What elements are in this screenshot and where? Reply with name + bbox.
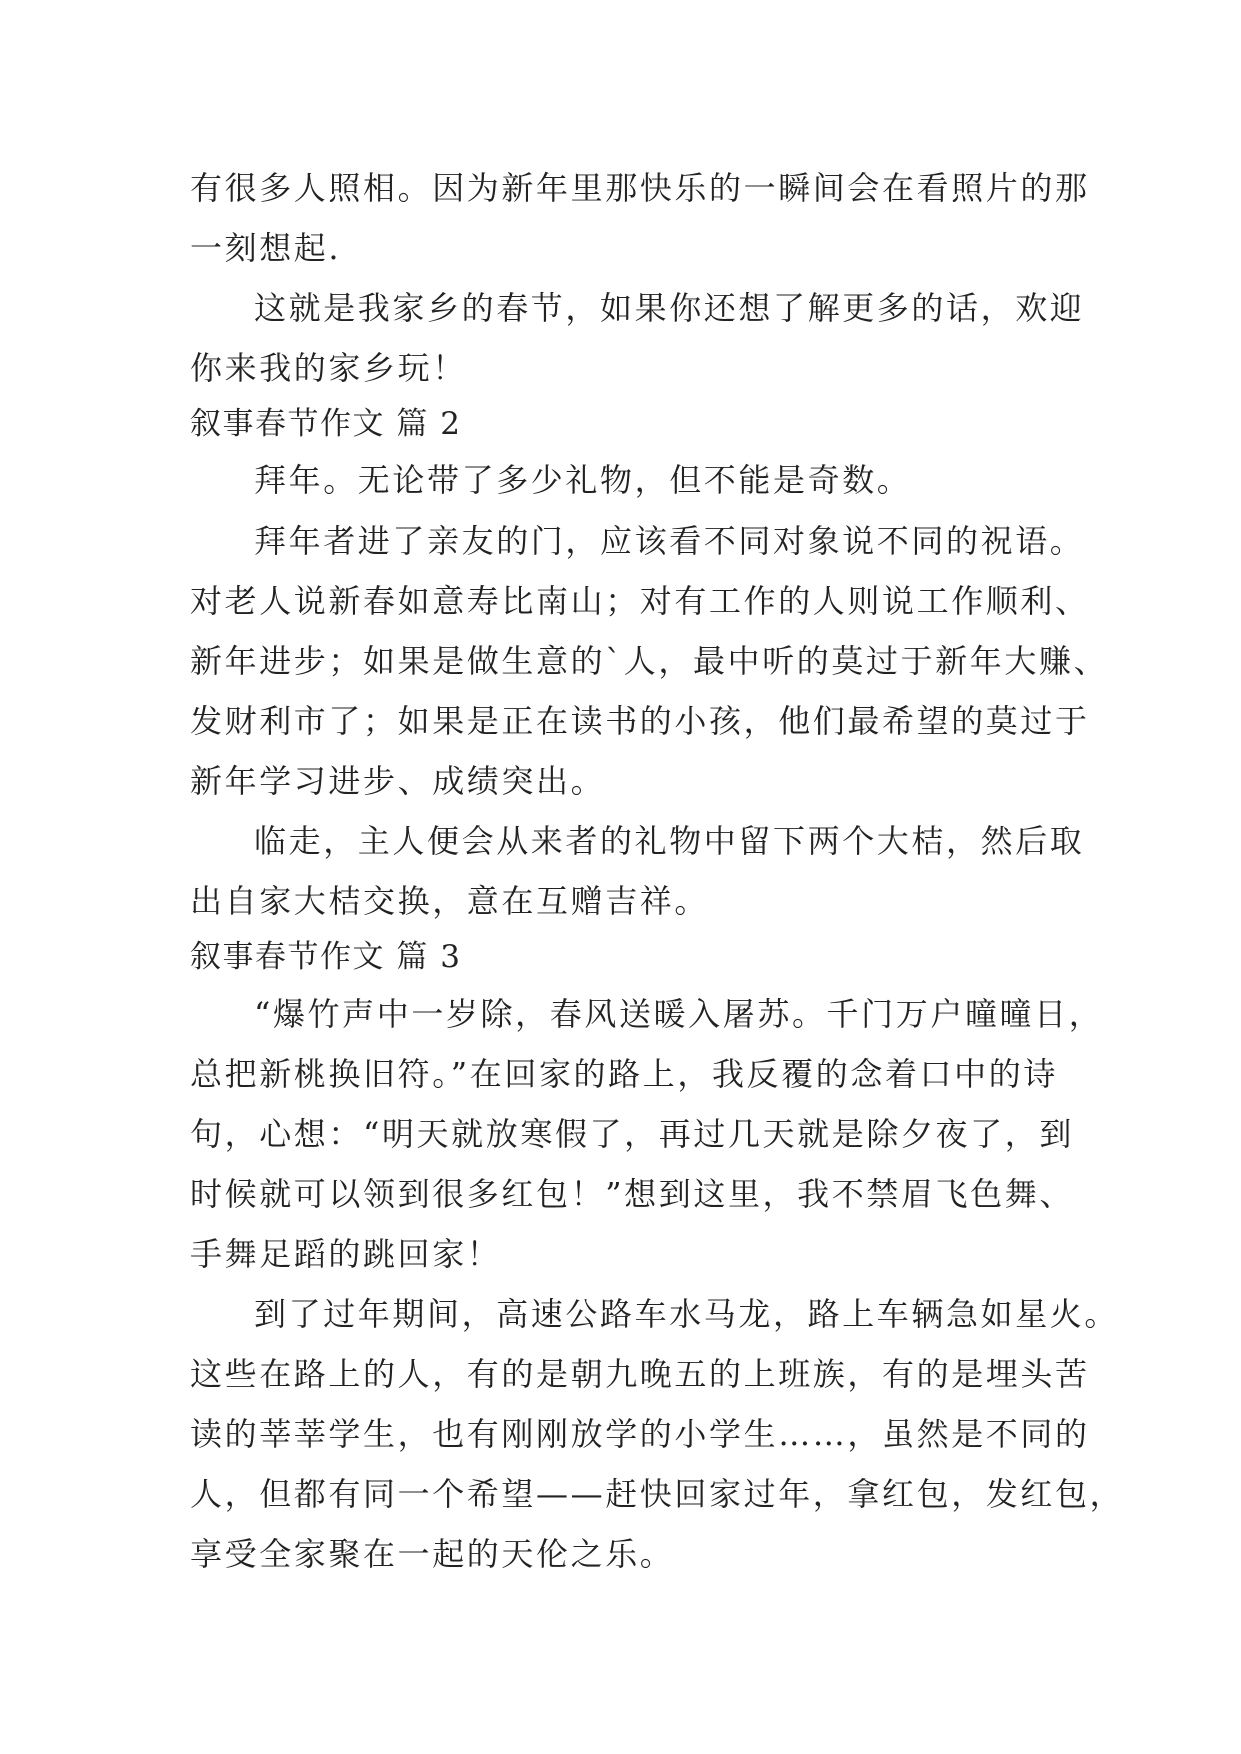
body-text-line: 有很多人照相。因为新年里那快乐的一瞬间会在看照片的那	[190, 169, 1090, 207]
body-text-line: “爆竹声中一岁除，春风送暖入屠苏。千门万户曈曈日，	[254, 995, 1104, 1033]
body-text-line: 临走，主人便会从来者的礼物中留下两个大桔，然后取	[254, 822, 1085, 860]
body-text-line: 对老人说新春如意寿比南山；对有工作的人则说工作顺利、	[190, 582, 1090, 620]
body-text-line: 新年学习进步、成绩突出。	[190, 762, 606, 800]
body-text-line: 手舞足蹈的跳回家！	[190, 1235, 502, 1273]
body-text-line: 句，心想：“明天就放寒假了，再过几天就是除夕夜了，到	[190, 1115, 1074, 1153]
body-text-line: 你来我的家乡玩！	[190, 349, 467, 387]
body-text-line: 总把新桃换旧符。”在回家的路上，我反覆的念着口中的诗	[190, 1055, 1058, 1093]
body-text-line: 拜年者进了亲友的门，应该看不同对象说不同的祝语。	[254, 522, 1085, 560]
body-text-line: 这就是我家乡的春节，如果你还想了解更多的话，欢迎	[254, 289, 1085, 327]
body-text-line: 新年进步；如果是做生意的`人，最中听的莫过于新年大赚、	[190, 642, 1109, 680]
body-text-line: 人，但都有同一个希望——赶快回家过年，拿红包，发红包，	[190, 1475, 1125, 1513]
body-text-line: 时候就可以领到很多红包！”想到这里，我不禁眉飞色舞、	[190, 1175, 1074, 1213]
body-text-line: 一刻想起.	[190, 229, 342, 267]
body-text-line: 这些在路上的人，有的是朝九晚五的上班族，有的是埋头苦	[190, 1355, 1090, 1393]
body-text-line: 出自家大桔交换，意在互赠吉祥。	[190, 882, 710, 920]
body-text-line: 拜年。无论带了多少礼物，但不能是奇数。	[254, 461, 912, 499]
body-text-line: 享受全家聚在一起的天伦之乐。	[190, 1535, 675, 1573]
section-heading: 叙事春节作文 篇 2	[190, 406, 462, 442]
body-text-line: 读的莘莘学生，也有刚刚放学的小学生……，虽然是不同的	[190, 1415, 1090, 1453]
section-heading: 叙事春节作文 篇 3	[190, 939, 462, 975]
body-text-line: 发财利市了；如果是正在读书的小孩，他们最希望的莫过于	[190, 702, 1090, 740]
body-text-line: 到了过年期间，高速公路车水马龙，路上车辆急如星火。	[254, 1295, 1120, 1333]
